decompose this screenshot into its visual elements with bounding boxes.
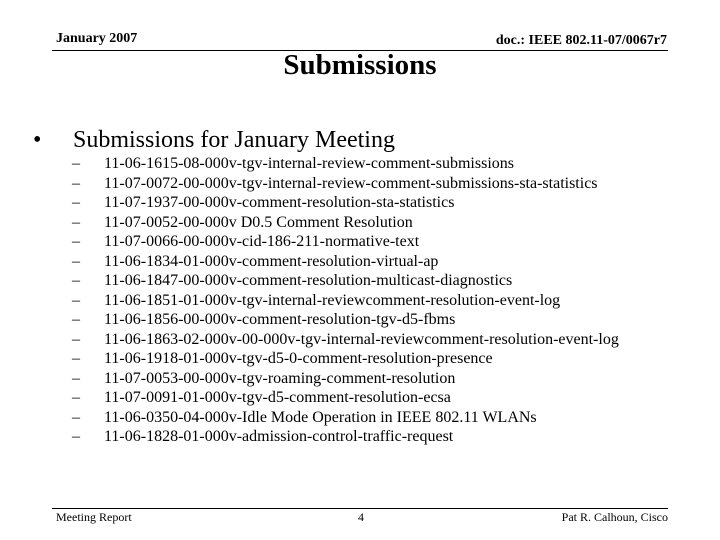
list-item-text: 11-07-0072-00-000v-tgv-internal-review-comment-submissions-sta-statistics	[104, 174, 598, 192]
dash-marker: –	[72, 194, 80, 211]
list-item	[72, 232, 672, 252]
list-item-text: 11-06-1918-01-000v-tgv-d5-0-comment-resolution-presence	[104, 350, 493, 367]
list-item-text: 11-06-1834-01-000v-comment-resolution-virtual-ap	[104, 252, 439, 270]
dash-marker: –	[72, 311, 80, 328]
dash-marker: –	[72, 174, 80, 192]
list-item	[72, 310, 672, 330]
dash-marker: –	[72, 155, 80, 172]
list-item	[72, 154, 672, 174]
list-item	[72, 369, 672, 389]
submission-list	[72, 154, 672, 447]
list-item-text: 11-06-1863-02-000v-00-000v-tgv-internal-reviewcomment-resolution-event-log	[104, 330, 619, 348]
list-item-text: 11-06-1851-01-000v-tgv-internal-reviewcomment-resolution-event-log	[104, 291, 561, 309]
header-doc-id: doc.: IEEE 802.11-07/0067r7	[495, 33, 667, 48]
list-item-text: 11-07-0091-01-000v-tgv-d5-comment-resolution-ecsa	[104, 389, 451, 406]
dash-marker: –	[72, 291, 80, 309]
dash-marker: –	[72, 428, 80, 445]
list-item-text: 11-07-1937-00-000v-comment-resolution-sta-statistics	[104, 194, 455, 211]
main-bullet	[33, 127, 395, 154]
list-item-text: 11-06-1615-08-000v-tgv-internal-review-comment-submissions	[104, 155, 514, 172]
dash-marker: –	[72, 252, 80, 270]
dash-marker: –	[72, 389, 80, 406]
slide-title: Submissions	[283, 49, 437, 81]
footer-divider	[52, 508, 668, 509]
list-item	[72, 291, 672, 311]
list-item-text: 11-07-0052-00-000v D0.5 Comment Resolution	[104, 213, 413, 231]
dash-marker: –	[72, 330, 80, 348]
bullet-marker: •	[33, 127, 42, 153]
list-item	[72, 193, 672, 213]
footer-label: Meeting Report	[56, 510, 132, 524]
dash-marker: –	[72, 408, 80, 426]
dash-marker: –	[72, 350, 80, 367]
list-item-text: 11-06-1828-01-000v-admission-control-traffic-request	[104, 428, 454, 445]
page-number: 4	[358, 510, 364, 524]
list-item-text: 11-07-0066-00-000v-cid-186-211-normative-text	[104, 233, 420, 250]
list-item	[72, 349, 672, 369]
main-bullet-text: Submissions for January Meeting	[73, 127, 395, 153]
list-item	[72, 427, 672, 447]
list-item	[72, 213, 672, 233]
footer-author: Pat R. Calhoun, Cisco	[561, 510, 668, 524]
list-item-text: 11-06-1856-00-000v-comment-resolution-tgv-d5-fbms	[104, 311, 456, 328]
list-item	[72, 330, 672, 350]
list-item	[72, 388, 672, 408]
dash-marker: –	[72, 369, 80, 387]
list-item	[72, 408, 672, 428]
dash-marker: –	[72, 233, 80, 250]
list-item	[72, 271, 672, 291]
list-item-text: 11-06-1847-00-000v-comment-resolution-multicast-diagnostics	[104, 272, 513, 289]
list-item	[72, 174, 672, 194]
header-date: January 2007	[56, 31, 138, 46]
list-item	[72, 252, 672, 272]
dash-marker: –	[72, 213, 80, 231]
list-item-text: 11-07-0053-00-000v-tgv-roaming-comment-resolution	[104, 369, 456, 387]
dash-marker: –	[72, 272, 80, 289]
list-item-text: 11-06-0350-04-000v-Idle Mode Operation in IEEE 802.11 WLANs	[104, 408, 537, 426]
